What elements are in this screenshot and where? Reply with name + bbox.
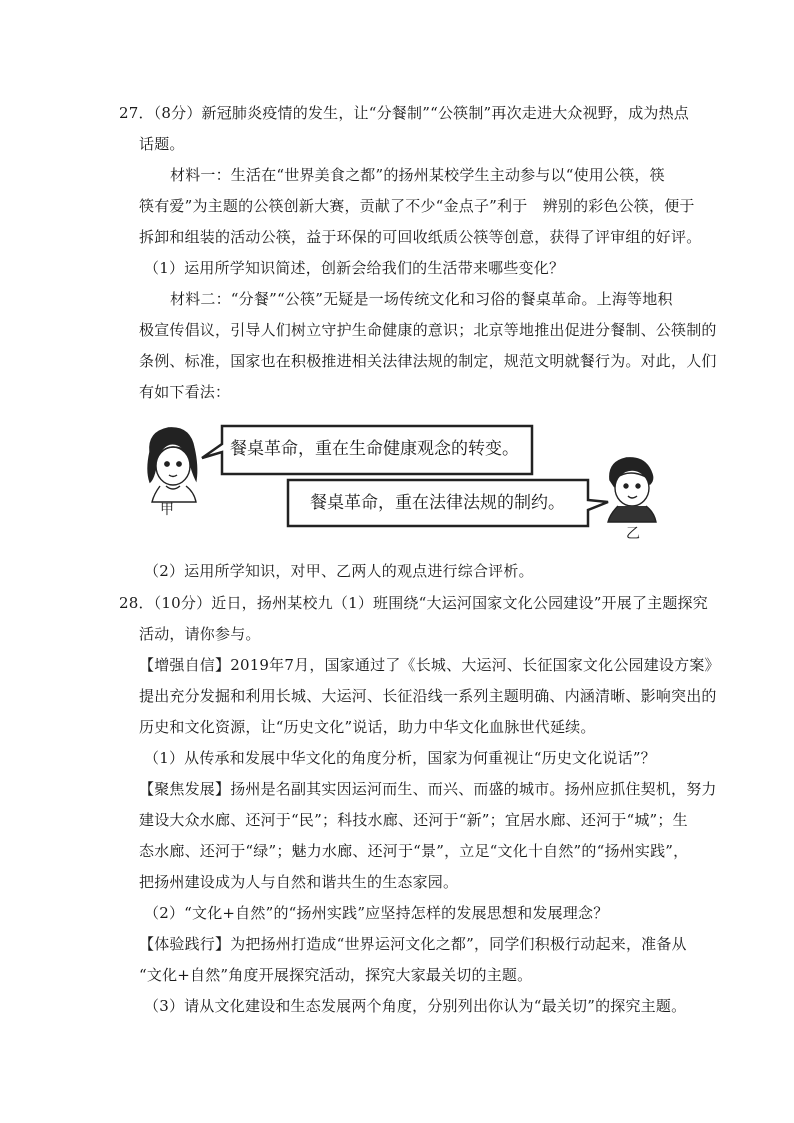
q27-material2-line4: 有如下看法： bbox=[139, 383, 231, 401]
q27-material1-line1: 材料一：生活在“世界美食之都”的扬州某校学生主动参与以“使用公筷，筷 bbox=[170, 166, 665, 184]
q28-sub1: （1）从传承和发展中华文化的角度分析，国家为何重视让“历史文化说话”？ bbox=[144, 749, 656, 767]
q28-section2-line2: 建设大众水廊、还河于“民”；科技水廊、还河于“新”；宜居水廊、还河于“城”；生 bbox=[139, 811, 688, 829]
q28-section3-line2: “文化+自然”角度开展探究活动，探究大家最关切的主题。 bbox=[139, 966, 533, 984]
q27-material1-line2: 筷有爱”为主题的公筷创新大赛，贡献了不少“金点子”利于 辨别的彩色公筷，便于 bbox=[139, 197, 695, 215]
opinion-illustration bbox=[140, 422, 665, 544]
q28-header-cont: 活动，请你参与。 bbox=[139, 625, 261, 643]
q27-material2-line2: 极宣传倡议，引导人们树立守护生命健康的意识；北京等地推出促进分餐制、公筷制的 bbox=[139, 321, 717, 339]
q27-header: 27．（8分）新冠肺炎疫情的发生，让“分餐制”“公筷制”再次走进大众视野，成为热点 bbox=[119, 104, 690, 122]
q27-header-cont: 话题。 bbox=[139, 135, 185, 153]
label-yi: 乙 bbox=[626, 526, 640, 542]
q28-section3-line1: 【体验践行】为把扬州打造成“世界运河文化之都”，同学们积极行动起来，准备从 bbox=[139, 935, 687, 953]
q28-section1-line2: 提出充分发掘和利用长城、大运河、长征沿线一系列主题明确、内涵清晰、影响突出的 bbox=[139, 687, 717, 705]
q28-section2-line4: 把扬州建设成为人与自然和谐共生的生态家园。 bbox=[139, 873, 459, 891]
q28-section1-line1: 【增强自信】2019年7月，国家通过了《长城、大运河、长征国家文化公园建设方案》 bbox=[139, 656, 720, 674]
q28-section1-line3: 历史和文化资源，让“历史文化”说话，助力中华文化血脉世代延续。 bbox=[139, 718, 596, 736]
q28-section2-line3: 态水廊、还河于“绿”；魅力水廊、还河于“景”，立足“文化十自然”的“扬州实践”， bbox=[139, 842, 689, 860]
q27-material1-line3: 拆卸和组装的活动公筷，益于环保的可回收纸质公筷等创意，获得了评审组的好评。 bbox=[139, 228, 702, 246]
girl-figure-icon bbox=[148, 428, 197, 502]
q28-header: 28．（10分）近日，扬州某校九（1）班围绕“大运河国家文化公园建设”开展了主题探究 bbox=[119, 594, 708, 612]
bubble-text-jia: 餐桌革命，重在生命健康观念的转变。 bbox=[230, 439, 519, 459]
q27-sub1: （1）运用所学知识简述，创新会给我们的生活带来哪些变化？ bbox=[144, 259, 565, 277]
q28-sub2: （2）“文化+自然”的“扬州实践”应坚持怎样的发展思想和发展理念？ bbox=[144, 904, 609, 922]
q27-material2-line3: 条例、标准，国家也在积极推进相关法律法规的制定，规范文明就餐行为。对此，人们 bbox=[139, 352, 717, 370]
q28-section2-line1: 【聚焦发展】扬州是名副其实因运河而生、而兴、而盛的城市。扬州应抓住契机，努力 bbox=[139, 780, 717, 798]
q28-sub3: （3）请从文化建设和生态发展两个角度，分别列出你认为“最关切”的探究主题。 bbox=[144, 997, 687, 1015]
boy-figure-icon bbox=[608, 458, 656, 522]
bubble-text-yi: 餐桌革命，重在法律法规的制约。 bbox=[310, 493, 565, 513]
q27-sub2: （2）运用所学知识，对甲、乙两人的观点进行综合评析。 bbox=[144, 562, 534, 580]
q27-material2-line1: 材料二：“分餐”“公筷”无疑是一场传统文化和习俗的餐桌革命。上海等地积 bbox=[170, 290, 673, 308]
label-jia: 甲 bbox=[160, 502, 174, 518]
